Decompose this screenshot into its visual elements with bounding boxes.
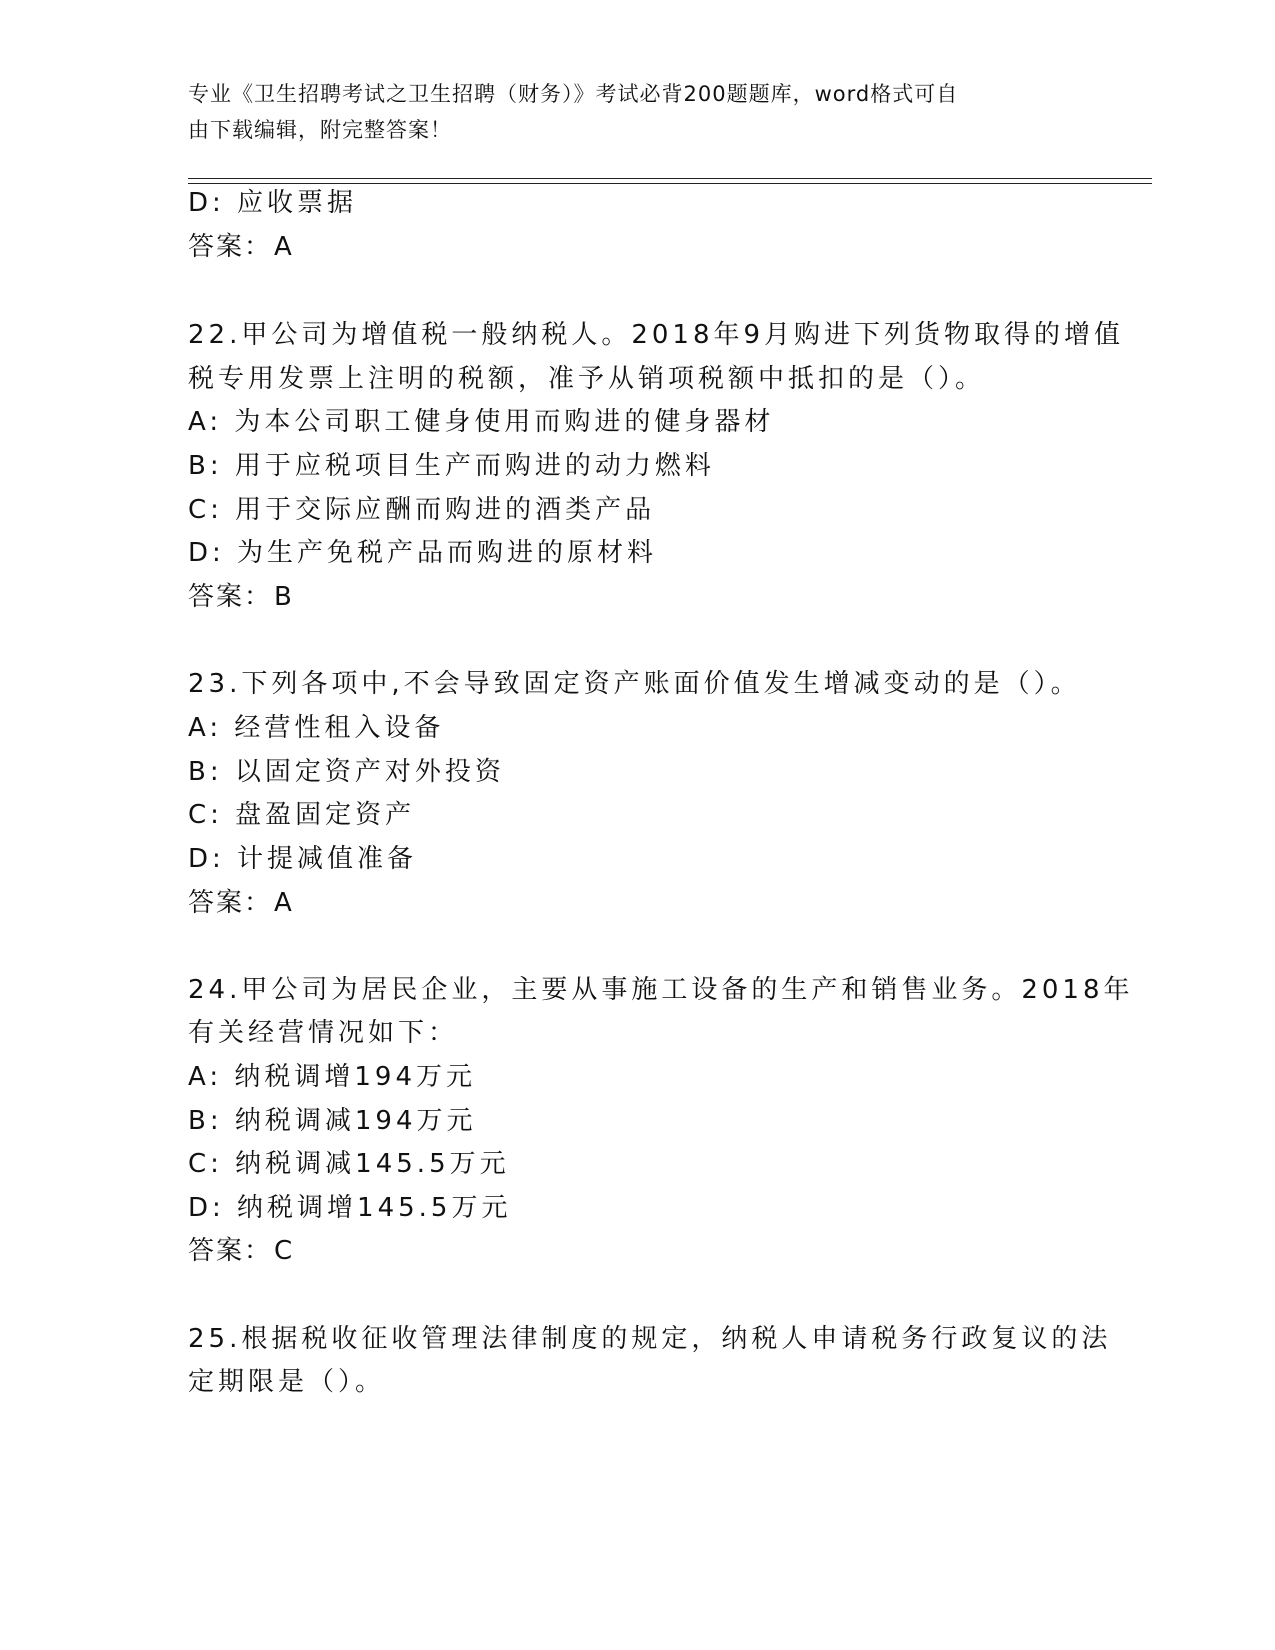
q22-option-c: C: 用于交际应酬而购进的酒类产品 [188,495,656,525]
q24-option-d: D: 纳税调增145.5万元 [188,1193,512,1223]
q21-answer [188,230,294,264]
header-line-2: 由下载编辑，附完整答案！ [188,118,452,142]
q24-option-a: A: 纳税调增194万元 [188,1062,476,1092]
q22-option-d: D: 为生产免税产品而购进的原材料 [188,538,658,568]
document-header [188,76,1068,148]
header-divider-bottom [188,183,1152,184]
q25-stem-line-2: 定期限是（）。 [188,1367,386,1397]
q23-option-c: C: 盘盈固定资产 [188,800,416,830]
q24-stem-line-2: 有关经营情况如下： [188,1018,459,1048]
q24-answer [188,1234,294,1268]
q24-option-c: C: 纳税调减145.5万元 [188,1149,510,1179]
q22-option-b: B: 用于应税项目生产而购进的动力燃料 [188,451,715,481]
q22-answer [188,580,294,614]
header-divider-top [188,178,1152,179]
q24-option-b: B: 纳税调减194万元 [188,1106,477,1136]
answer-value: A [274,232,294,262]
answer-label: 答案： [188,888,273,918]
q23-option-b: B: 以固定资产对外投资 [188,757,505,787]
q22-stem-line-1: 22.甲公司为增值税一般纳税人。2018年9月购进下列货物取得的增值 [188,320,1125,350]
q25-stem-line-1: 25.根据税收征收管理法律制度的规定，纳税人申请税务行政复议的法 [188,1324,1112,1354]
answer-value: A [274,888,294,918]
answer-label: 答案： [188,582,273,612]
q24-stem-line-1: 24.甲公司为居民企业，主要从事施工设备的生产和销售业务。2018年 [188,975,1134,1005]
answer-value: B [274,582,294,612]
q21-option-d: D: 应收票据 [188,188,358,218]
q22-option-a: A: 为本公司职工健身使用而购进的健身器材 [188,407,775,437]
q23-option-a: A: 经营性租入设备 [188,713,445,743]
q22-stem-line-2: 税专用发票上注明的税额，准予从销项税额中抵扣的是（）。 [188,364,986,394]
answer-label: 答案： [188,1236,273,1266]
q23-stem-line-1: 23.下列各项中,不会导致固定资产账面价值发生增减变动的是（）。 [188,669,1081,699]
answer-label: 答案： [188,232,273,262]
q23-option-d: D: 计提减值准备 [188,844,418,874]
answer-value: C [274,1236,295,1266]
q23-answer [188,886,294,920]
header-line-1: 专业《卫生招聘考试之卫生招聘（财务）》考试必背200题题库，word格式可自 [188,82,959,106]
